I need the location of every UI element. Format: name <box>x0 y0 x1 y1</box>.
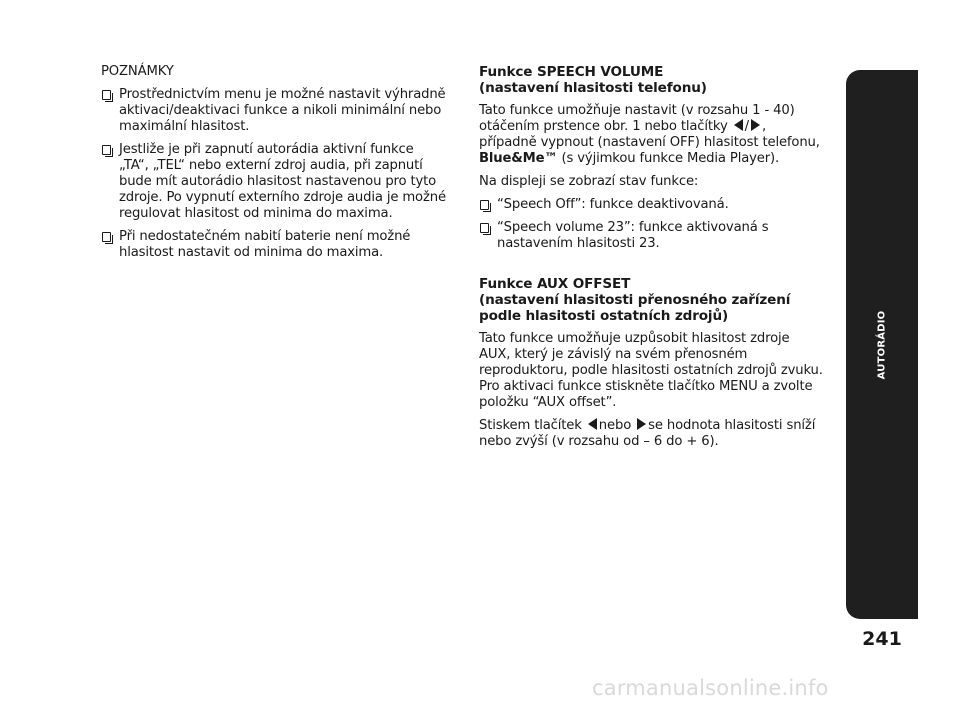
aux-offset-paragraph: Tato funkce umožňuje uzpůsobit hlasitost zdroje AUX, který je závislý na svém přenosném reproduktoru, podle hlasitosti ostatních zdrojů zvuku. Pro aktivaci funkce stiskněte tlačítko MENU a zvolte položku “AUX offset”. <box>479 331 823 410</box>
list-item <box>101 87 446 135</box>
list-item-text: “Speech volume 23”: funkce aktivovaná s nastavením hlasitosti 23. <box>497 220 769 251</box>
notes-heading: POZNÁMKY <box>101 64 174 79</box>
heading-line: Funkce AUX OFFSET <box>479 276 631 292</box>
list-item-text: “Speech Off”: funkce deaktivovaná. <box>497 197 729 212</box>
list-item <box>101 229 446 261</box>
list-item <box>101 142 446 222</box>
para-separator: / <box>744 119 749 134</box>
list-item-text: Jestliže je při zapnutí autorádia aktivní funkce „TA“, „TEL“ nebo externí zdroj audia, při zapnutí bude mít autorádio hlasitost nastavenou pro tyto zdroje. Po vypnutí externího zdroje audia je možné regulovat hlasitost od minima do maxima. <box>119 142 446 221</box>
checkbox-bullet-icon <box>102 90 111 100</box>
speech-volume-paragraph <box>479 103 824 167</box>
chapter-label: AUTORÁDIO <box>876 310 888 379</box>
list-item <box>479 197 824 213</box>
checkbox-bullet-icon <box>480 223 489 233</box>
right-triangle-icon <box>751 119 760 131</box>
status-list <box>479 197 824 252</box>
left-triangle-icon <box>588 418 597 430</box>
notes-list <box>101 87 446 261</box>
notes-column <box>101 64 446 268</box>
chapter-side-tab <box>846 70 918 619</box>
left-triangle-icon <box>734 119 743 131</box>
para-text: Stiskem tlačítek <box>479 418 582 433</box>
list-item-text: Při nedostatečném nabití baterie není možné hlasitost nastavit od minima do maxima. <box>119 229 411 260</box>
para-text: se hodnota hlasitosti sníží nebo zvýší (v rozsahu od – 6 do + 6). <box>479 418 816 449</box>
para-text: nebo <box>598 418 632 433</box>
heading-subline: (nastavení hlasitosti telefonu) <box>479 80 707 96</box>
speech-volume-heading <box>479 64 824 96</box>
brand-name: Blue&Me™ <box>479 151 558 166</box>
section-spacer <box>479 259 824 276</box>
right-triangle-icon <box>637 418 646 430</box>
watermark: carmanualsonline.info <box>592 676 829 700</box>
para-text: (s výjimkou funkce Media Player). <box>561 151 780 166</box>
checkbox-bullet-icon <box>102 232 111 242</box>
para-text: Tato funkce umožňuje nastavit (v rozsahu 1 - 40) otáčením prstence obr. 1 nebo tlačítky <box>479 103 795 134</box>
aux-buttons-paragraph <box>479 418 824 450</box>
display-status-paragraph: Na displeji se zobrazí stav funkce: <box>479 174 699 189</box>
aux-offset-heading <box>479 276 824 324</box>
para-text: , případně vypnout (nastavení OFF) hlasitost telefonu, <box>479 119 820 150</box>
list-item <box>479 220 824 252</box>
checkbox-bullet-icon <box>480 200 489 210</box>
functions-column <box>479 64 824 457</box>
heading-line: Funkce SPEECH VOLUME <box>479 64 664 80</box>
checkbox-bullet-icon <box>102 145 111 155</box>
list-item-text: Prostřednictvím menu je možné nastavit výhradně aktivaci/deaktivaci funkce a nikoli minimální nebo maximální hlasitost. <box>119 87 446 134</box>
page-number: 241 <box>862 628 902 650</box>
heading-subline: (nastavení hlasitosti přenosného zařízení podle hlasitosti ostatních zdrojů) <box>479 292 791 324</box>
